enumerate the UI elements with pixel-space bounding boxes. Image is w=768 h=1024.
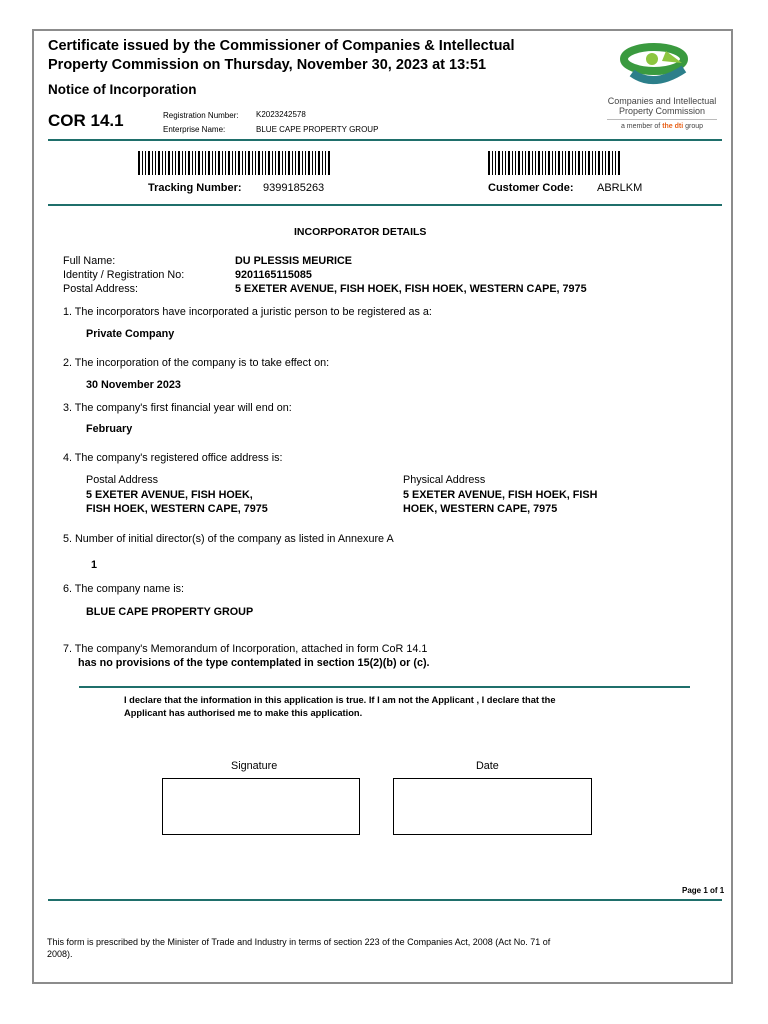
signature-box[interactable] [162,778,360,835]
item-2-answer: 30 November 2023 [86,379,181,391]
logo-line2: Property Commission [618,106,706,116]
tracking-divider [48,204,722,206]
item-5-answer: 1 [91,559,98,571]
signature-label: Signature [231,760,278,772]
notice-title: Notice of Incorporation [48,82,197,97]
registration-number-value: K2023242578 [256,110,306,119]
item-3-question: 3. The company's first financial year will end on: [63,402,292,414]
item-2-question: 2. The incorporation of the company is to take effect on: [63,357,330,369]
logo-member-prefix: a member of [620,123,663,130]
item-1-question: 1. The incorporators have incorporated a juristic person to be registered as a: [63,306,432,318]
logo-line1: Companies and Intellectual [607,96,717,106]
tracking-number-value: 9399185263 [263,182,325,194]
item-1-answer: Private Company [86,328,175,340]
item-6-answer: BLUE CAPE PROPERTY GROUP [86,606,254,618]
cipc-logo [592,39,732,131]
postal-address-label: Postal Address: [63,283,139,295]
item-4-question: 4. The company's registered office address is: [63,452,283,464]
logo-member-suffix: group [683,123,704,130]
physical-address-line2: HOEK, WESTERN CAPE, 7975 [403,503,558,515]
tracking-barcode [138,151,332,175]
tracking-number-label: Tracking Number: [148,182,242,194]
certificate-page [32,29,733,984]
full-name-label: Full Name: [63,255,116,267]
header-divider [48,139,722,141]
customer-code-value: ABRLKM [597,182,643,194]
postal-address-line2: FISH HOEK, WESTERN CAPE, 7975 [86,503,268,515]
date-label: Date [476,760,499,772]
physical-address-title: Physical Address [403,474,486,486]
item-6-question: 6. The company name is: [63,583,185,595]
date-box[interactable] [393,778,592,835]
item-7-answer: has no provisions of the type contemplated in section 15(2)(b) or (c). [78,657,430,669]
item-5-question: 5. Number of initial director(s) of the company as listed in Annexure A [63,533,394,545]
id-number-value: 9201165115085 [235,269,312,281]
footer-text: This form is prescribed by the Minister of Trade and Industry in terms of section 223 of the Companies Act, 2008 (Act No. 71 of 2008). [47,937,551,959]
postal-address-line1: 5 EXETER AVENUE, FISH HOEK, [86,489,253,501]
postal-address-title: Postal Address [86,474,159,486]
customer-code-label: Customer Code: [488,182,574,194]
page-indicator: Page 1 of 1 [682,886,725,895]
item-3-answer: February [86,423,133,435]
logo-member-brand: the dti [662,123,684,130]
form-code: COR 14.1 [48,111,124,130]
footer-divider [48,899,722,901]
cipc-logo-icon [592,39,732,91]
section-title: INCORPORATOR DETAILS [294,226,427,238]
enterprise-name-value: BLUE CAPE PROPERTY GROUP [256,125,379,134]
physical-address-line1: 5 EXETER AVENUE, FISH HOEK, FISH [403,489,598,501]
id-number-label: Identity / Registration No: [63,269,185,281]
registration-number-label: Registration Number: [163,111,239,120]
certificate-title-line2: Property Commission on Thursday, November 30, 2023 at 13:51 [48,57,487,73]
item-7-question: 7. The company's Memorandum of Incorporation, attached in form CoR 14.1 [63,643,428,655]
customer-barcode [488,151,622,175]
declaration-divider [79,686,690,688]
logo-member-line [592,122,732,132]
postal-address-value: 5 EXETER AVENUE, FISH HOEK, FISH HOEK, WESTERN CAPE, 7975 [235,283,587,295]
certificate-title-line1: Certificate issued by the Commissioner of Companies & Intellectual [48,38,515,54]
full-name-value: DU PLESSIS MEURICE [235,255,352,267]
declaration-text: I declare that the information in this application is true. If I am not the Applicant , I declare that the Applicant has authorised me to make this application. [124,695,556,718]
enterprise-name-label: Enterprise Name: [163,125,226,134]
